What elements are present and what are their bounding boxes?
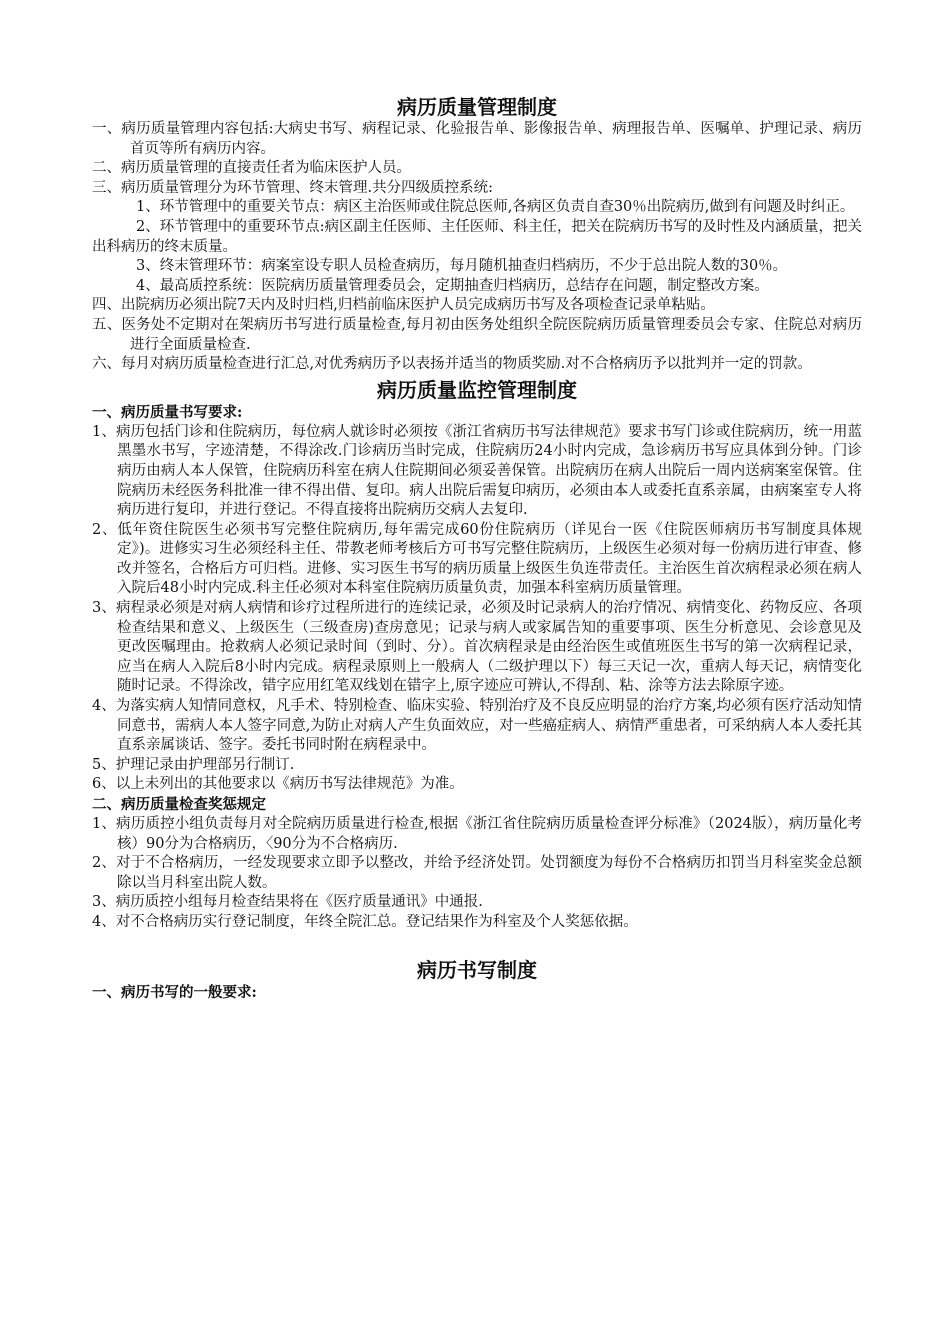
doc1-sub-2: 2、环节管理中的重要环节点:病区副主任医师、主任医师、科主任，把关在院病历书写的及时性及内涵质量，把关出科病历的终末质量。 [92,218,862,255]
doc1-item-6: 六、每月对病历质量检查进行汇总,对优秀病历予以表扬并适当的物质奖励.对不合格病历予以批判并一定的罚款。 [92,356,812,373]
doc2-s1-item-5: 5、护理记录由护理部另行制订. [92,756,295,773]
doc3-section1-heading: 一、病历书写的一般要求: [92,983,257,1001]
doc2-s2-item-2: 2、对于不合格病历，一经发现要求立即予以整改，并给予经济处罚。处罚额度为每份不合格病历扣罚当月科室奖金总额除以当月科室出院人数。 [92,855,862,891]
doc1-sub-3: 3、终末管理环节：病案室设专职人员检查病历，每月随机抽查归档病历，不少于总出院人数的30％。 [136,258,788,275]
doc2-section1-heading: 一、病历质量书写要求: [92,403,243,421]
doc1-item-3: 三、病历质量管理分为环节管理、终末管理.共分四级质控系统: [92,179,493,196]
doc2-section2-heading: 二、病历质量检查奖惩规定 [92,796,266,813]
document-page [92,94,862,1003]
doc2-s1-item-3: 3、病程录必须是对病人病情和诊疗过程所进行的连续记录，必须及时记录病人的治疗情况、病情变化、药物反应、各项检查结果和意义、上级医生（三级查房)查房意见；记录与病人或家属告知的重要事项、医生分析意见、会诊意见及更改医嘱理由。抢救病人必须记录时间（到时、分）。首次病程录是由经治医生或值班医生书写的第一次病程记录，应当在病人入院后8小时内完成。病程录原则上一般病人（二级护理以下）每三天记一次，重病人每天记，病情变化随时记录。不得涂改，错字应用红笔双线划在错字上,原字迹应可辨认,不得刮、粘、涂等方法去除原字迹。 [92,600,862,695]
doc2-s1-item-6: 6、以上未列出的其他要求以《病历书写法律规范》为准。 [92,776,464,793]
doc1-sub-1: 1、环节管理中的重要关节点：病区主治医师或住院总医师,各病区负责自查30％出院病历,做到有问题及时纠正。 [136,199,855,216]
doc2-s2-item-1: 1、病历质控小组负责每月对全院病历质量进行检查,根据《浙江省住院病历质量检查评分标准》（2024版），病历量化考核）90分为合格病历，〈90分为不合格病历. [92,816,862,852]
doc2-s2-item-4: 4、对不合格病历实行登记制度，年终全院汇总。登记结果作为科室及个人奖惩依据。 [92,913,638,930]
doc2-title: 病历质量监控管理制度 [377,377,577,402]
doc2-s1-item-4: 4、为落实病人知情同意权，凡手术、特别检查、临床实验、特别治疗及不良反应明显的治疗方案,均必须有医疗活动知情同意书，需病人本人签字同意,为防止对病人产生负面效应，对一些癌症病人、病情严重患者，可采纳病人本人委托其直系亲属谈话、签字。委托书同时附在病程录中。 [92,698,862,754]
doc1-sub-4: 4、最高质控系统：医院病历质量管理委员会，定期抽查归档病历，总结存在问题，制定整改方案。 [136,277,769,294]
doc1-item-1: 一、病历质量管理内容包括:大病史书写、病程记录、化验报告单、影像报告单、病理报告单、医嘱单、护理记录、病历首页等所有病历内容。 [92,121,862,157]
doc2-s1-item-2: 2、低年资住院医生必须书写完整住院病历,每年需完成60份住院病历（详见台一医《住院医师病历书写制度具体规定》)。进修实习生必须经科主任、带教老师考核后方可书写完整住院病历，上级医生必须对每一份病历进行审查、修改并签名，合格后方可归档。进修、实习医生书写的病历质量上级医生负连带责任。主治医生首次病程录必须在病人入院后48小时内完成.科主任必须对本科室住院病历质量负责，加强本科室病历质量管理。 [92,521,862,597]
doc1-item-2: 二、病历质量管理的直接责任者为临床医护人员。 [92,160,411,177]
doc2-s1-item-1: 1、病历包括门诊和住院病历，每位病人就诊时必须按《浙江省病历书写法律规范》要求书写门诊或住院病历，统一用蓝黑墨水书写，字迹清楚，不得涂改.门诊病历当时完成，住院病历24小时内完成，急诊病历书写应具体到分钟。门诊病历由病人本人保管，住院病历科室在病人住院期间必须妥善保管。出院病历在病人出院后一周内送病案室保管。住院病历未经医务科批准一律不得出借、复印。病人出院后需复印病历，必须由本人或委托直系亲属，由病案室专人将病历进行复印，并进行登记。不得直接将出院病历交病人去复印. [92,423,862,519]
doc1-title: 病历质量管理制度 [397,95,557,119]
doc2-s2-item-3: 3、病历质控小组每月检查结果将在《医疗质量通讯》中通报. [92,894,483,911]
doc3-title: 病历书写制度 [417,957,537,982]
doc1-item-5: 五、医务处不定期对在架病历书写进行质量检查,每月初由医务处组织全院医院病历质量管理委员会专家、住院总对病历进行全面质量检查. [92,316,862,353]
doc1-item-4: 四、出院病历必须出院7天内及时归档,归档前临床医护人员完成病历书写及各项检查记录单粘贴。 [92,297,715,314]
